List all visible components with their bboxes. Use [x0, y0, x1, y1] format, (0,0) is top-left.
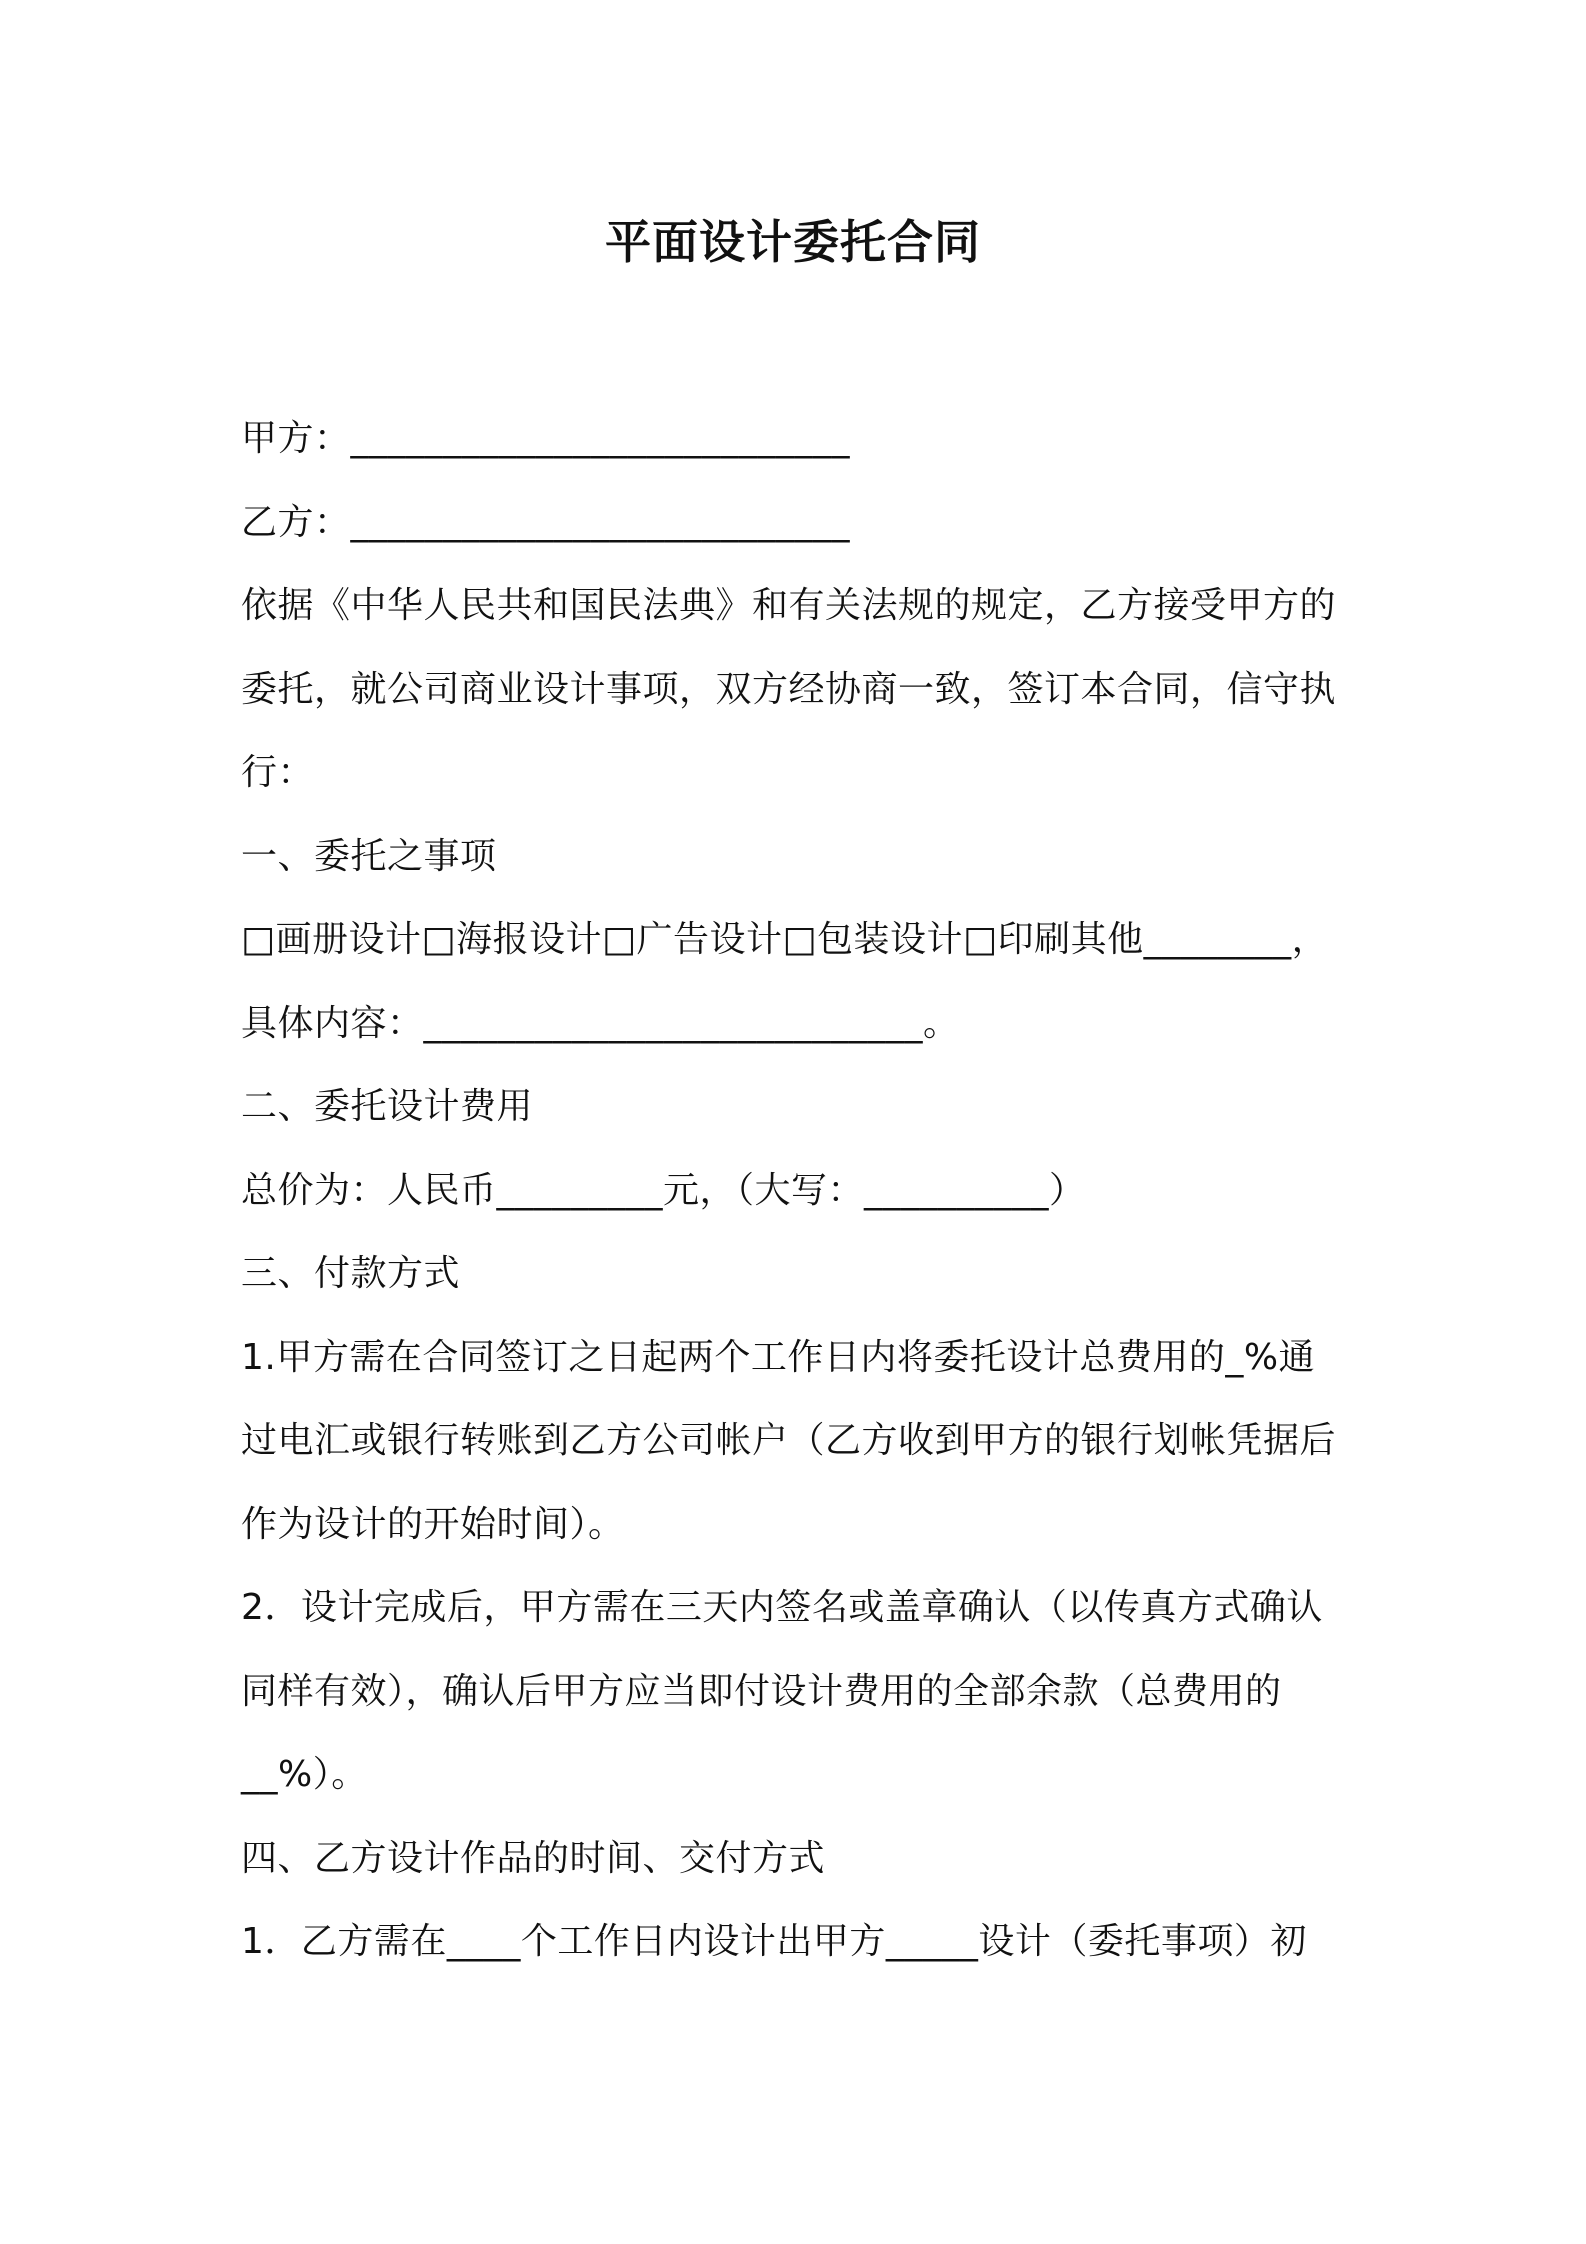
payment-clause-1-line-3: 作为设计的开始时间）。 — [241, 1504, 625, 1545]
design-type-options: □画册设计□海报设计□广告设计□包装设计□印刷其他________， — [241, 919, 1329, 960]
document-title: 平面设计委托合同 — [605, 215, 981, 269]
preamble-line-1: 依据《中华人民共和国民法典》和有关法规的规定，乙方接受甲方的 — [241, 585, 1337, 626]
party-a-line: 甲方：___________________________ — [241, 418, 851, 459]
section-heading-2: 二、委托设计费用 — [241, 1086, 534, 1127]
preamble-line-2: 委托，就公司商业设计事项，双方经协商一致，签订本合同，信守执 — [241, 669, 1337, 710]
delivery-clause-1-line-1: 1．乙方需在____个工作日内设计出甲方_____设计（委托事项）初 — [241, 1921, 1307, 1962]
total-price-line: 总价为：人民币_________元，（大写：__________） — [241, 1170, 1086, 1211]
section-heading-4: 四、乙方设计作品的时间、交付方式 — [241, 1838, 826, 1879]
payment-clause-2-line-2: 同样有效），确认后甲方应当即付设计费用的全部余款（总费用的 — [241, 1671, 1282, 1712]
section-heading-3: 三、付款方式 — [241, 1253, 461, 1294]
preamble-line-3: 行： — [241, 752, 315, 793]
section-heading-1: 一、委托之事项 — [241, 836, 497, 877]
party-b-line: 乙方：___________________________ — [241, 502, 851, 543]
payment-clause-1-line-2: 过电汇或银行转账到乙方公司帐户（乙方收到甲方的银行划帐凭据后 — [241, 1420, 1337, 1461]
payment-clause-2-line-1: 2．设计完成后，甲方需在三天内签名或盖章确认（以传真方式确认 — [241, 1587, 1323, 1628]
payment-clause-2-line-3: __%）。 — [241, 1754, 368, 1795]
specific-content-line: 具体内容：___________________________。 — [241, 1003, 960, 1044]
payment-clause-1-line-1: 1.甲方需在合同签订之日起两个工作日内将委托设计总费用的_%通 — [241, 1337, 1316, 1378]
